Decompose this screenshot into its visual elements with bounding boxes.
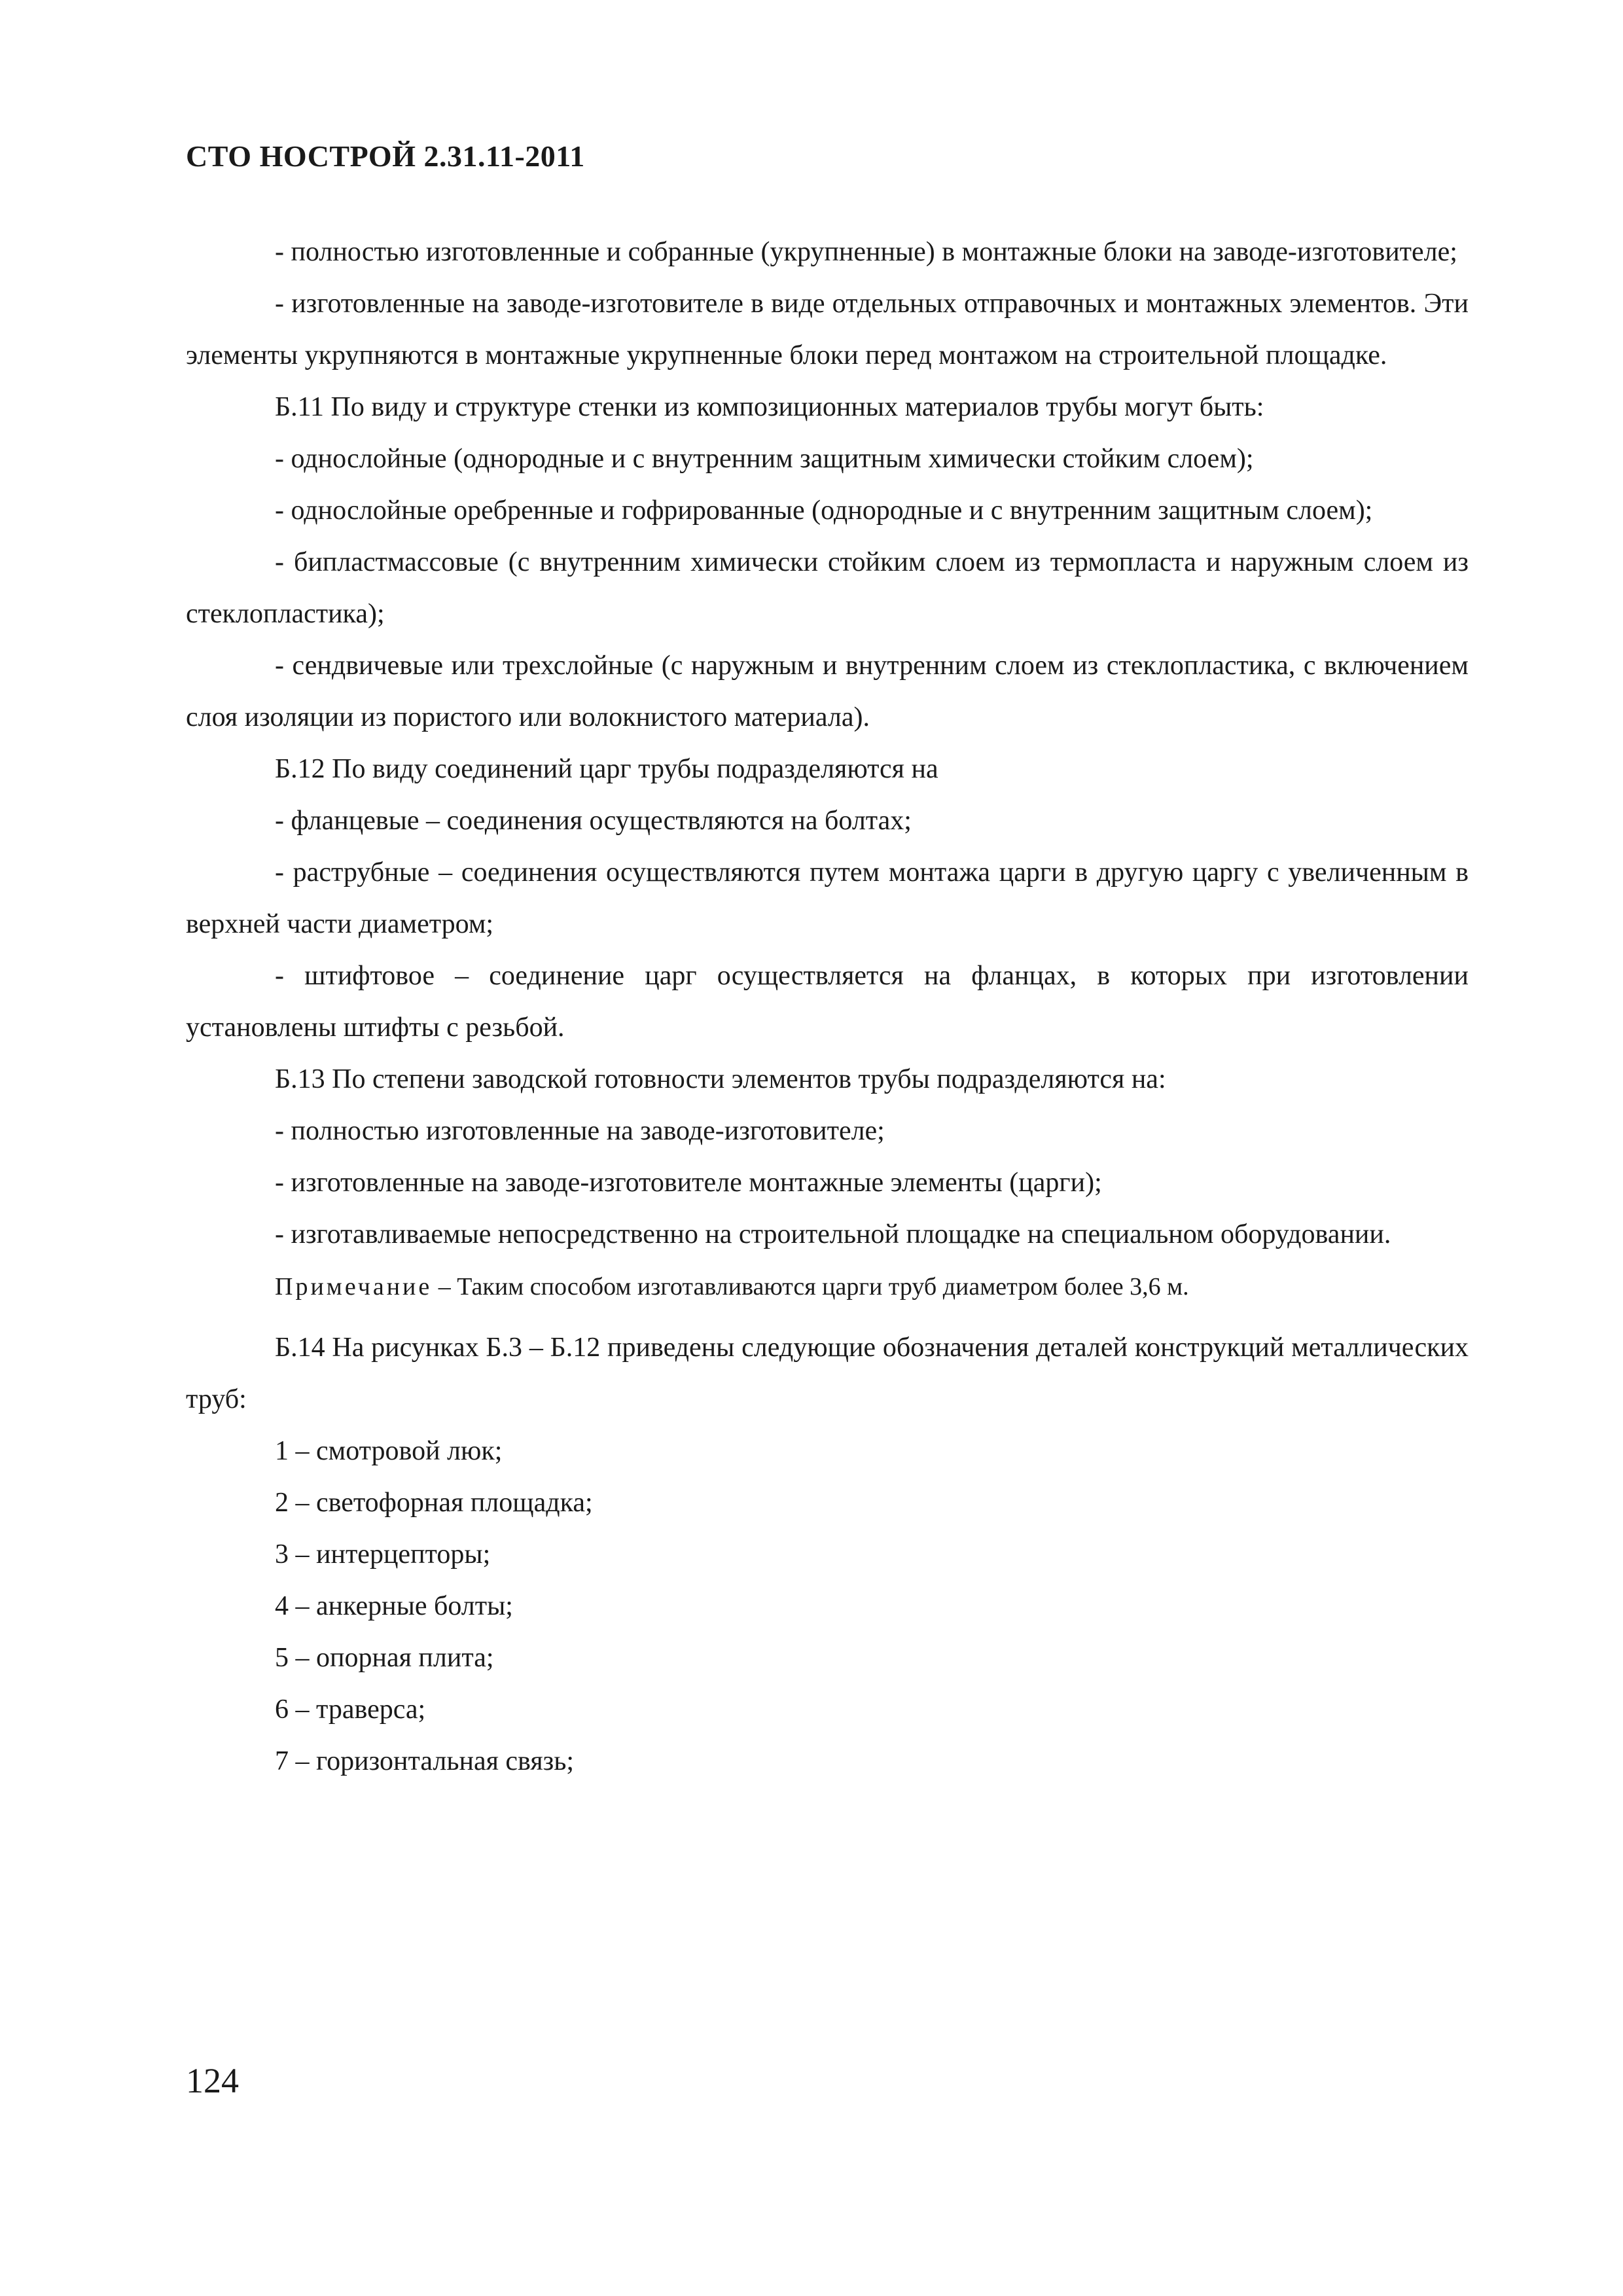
- paragraph: - сендвичевые или трехслойные (с наружным и внутренним слоем из стеклопластика, с включением слоя изоляции из пористого или волокнистого материала).: [186, 651, 1469, 732]
- paragraph: - полностью изготовленные на заводе-изготовителе;: [275, 1116, 885, 1146]
- paragraph: - изготавливаемые непосредственно на строительной площадке на специальном оборудовании.: [275, 1219, 1391, 1249]
- section-b13-heading: Б.13 По степени заводской готовности элементов трубы подразделяются на:: [275, 1064, 1166, 1094]
- legend-item: 6 – траверса;: [275, 1695, 426, 1725]
- paragraph: - бипластмассовые (с внутренним химически стойким слоем из термопласта и наружным слоем из стеклопластика);: [186, 547, 1469, 629]
- document-header: СТО НОСТРОЙ 2.31.11-2011: [186, 139, 585, 173]
- note-paragraph: [186, 1261, 1469, 1313]
- paragraph: - однослойные (однородные и с внутренним защитным химически стойким слоем);: [275, 444, 1254, 474]
- paragraph: - полностью изготовленные и собранные (укрупненные) в монтажные блоки на заводе-изготовителе;: [275, 237, 1457, 267]
- legend-item: 1 – смотровой люк;: [275, 1436, 503, 1466]
- paragraph: - изготовленные на заводе-изготовителе в виде отдельных отправочных и монтажных элементов. Эти элементы укрупняются в монтажные укрупненные блоки перед монтажом на строительной площадке.: [186, 289, 1469, 370]
- legend-item: 2 – светофорная площадка;: [275, 1488, 593, 1518]
- legend-item: 7 – горизонтальная связь;: [275, 1746, 575, 1776]
- legend-item: 4 – анкерные болты;: [275, 1591, 513, 1621]
- paragraph: - штифтовое – соединение царг осуществляется на фланцах, в которых при изготовлении установлены штифты с резьбой.: [186, 961, 1469, 1043]
- section-b12-heading: Б.12 По виду соединений царг трубы подразделяются на: [275, 754, 938, 784]
- paragraph: - раструбные – соединения осуществляются путем монтажа царги в другую царгу с увеличенным в верхней части диаметром;: [186, 857, 1469, 939]
- page-number: 124: [186, 2061, 239, 2100]
- section-b11-heading: Б.11 По виду и структуре стенки из композиционных материалов трубы могут быть:: [275, 392, 1264, 422]
- note-label: Примечание: [275, 1273, 433, 1300]
- paragraph: - однослойные оребренные и гофрированные (однородные и с внутренним защитным слоем);: [275, 495, 1373, 526]
- note-text: – Таким способом изготавливаются царги труб диаметром более 3,6 м.: [432, 1273, 1189, 1300]
- document-body: [186, 226, 1469, 1787]
- legend-item: 5 – опорная плита;: [275, 1643, 494, 1673]
- section-b14-heading: Б.14 На рисунках Б.3 – Б.12 приведены следующие обозначения деталей конструкций металлических труб:: [186, 1333, 1469, 1414]
- paragraph: - фланцевые – соединения осуществляются на болтах;: [275, 806, 912, 836]
- legend-item: 3 – интерцепторы;: [275, 1539, 491, 1570]
- paragraph: - изготовленные на заводе-изготовителе монтажные элементы (царги);: [275, 1168, 1102, 1198]
